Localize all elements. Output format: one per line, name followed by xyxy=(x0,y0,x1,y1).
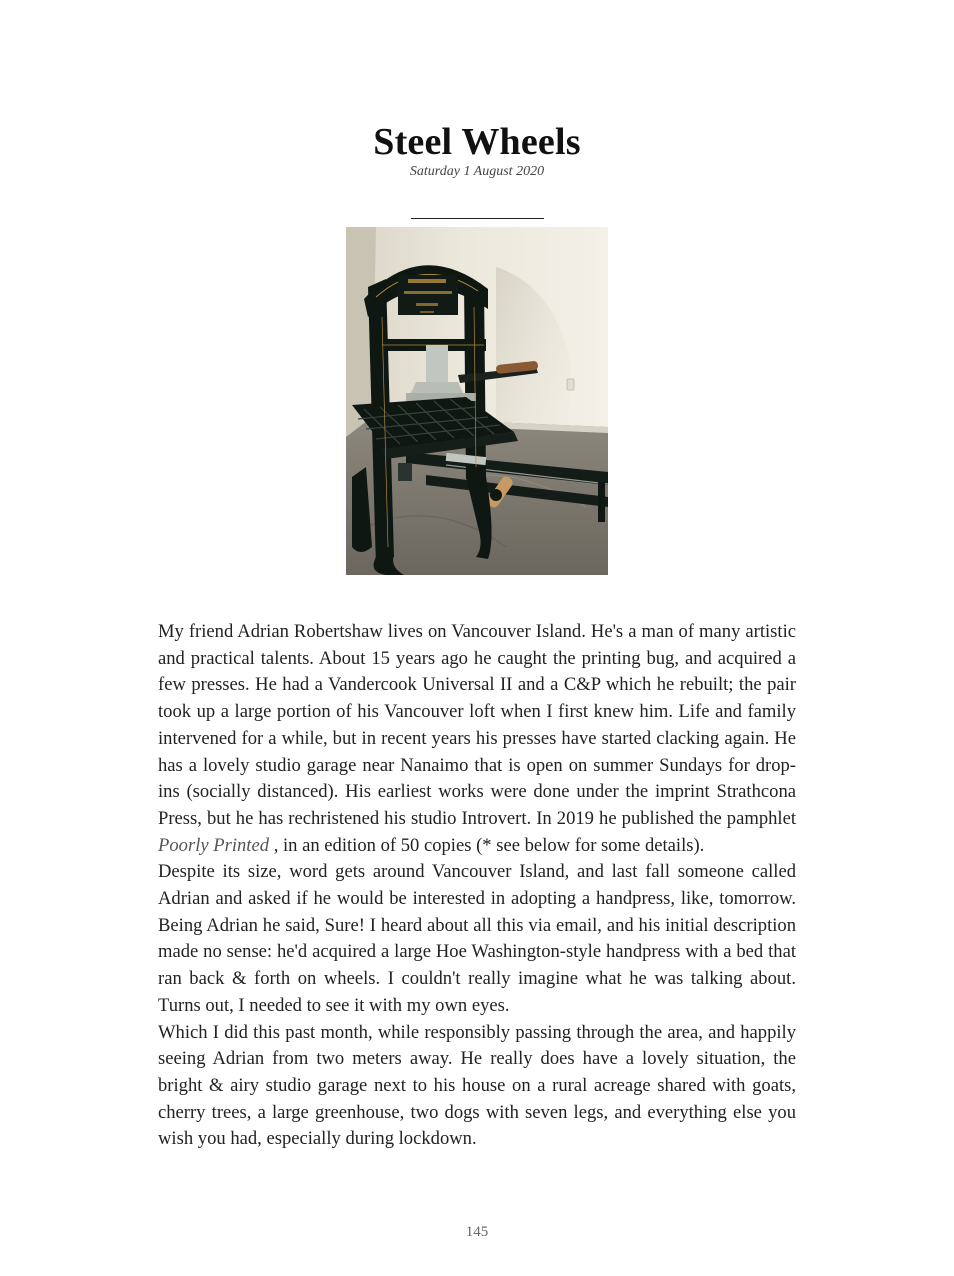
paragraph-2: Despite its size, word gets around Vancouver Island, and last fall someone called Adrian and asked if he would be interested in adopting a handpress, like, tomorrow. Being Adrian he said, Sure! I heard about all this via email, and his initial description made no sense: he'd acquired a large Hoe Washington-style handpress with a bed that ran back & forth on wheels. I couldn't really imagine what he was talking about. Turns out, I needed to see it with my own eyes. xyxy=(158,861,796,1016)
page-number: 145 xyxy=(465,1224,489,1240)
handpress-photo xyxy=(346,227,608,575)
title-divider xyxy=(411,218,544,219)
paragraph-3: Which I did this past month, while responsibly passing through the area, and happily seeing Adrian from two meters away. He really does have a lovely situation, the bright & airy studio garage next to his house on a rural acreage shared with goats, cherry trees, a large greenhouse, two dogs with seven legs, and everything else you wish you had, especially during lockdown. xyxy=(158,1021,796,1150)
article-title: Steel Wheels xyxy=(373,121,581,163)
paragraph-1: My friend Adrian Robertshaw lives on Vancouver Island. He's a man of many artistic and practical talents. About 15 years ago he caught the printing bug, and acquired a few presses. He had a Vandercook Universal II and a C&P which he rebuilt; the pair took up a large portion of his Vancouver loft when I first knew him. Life and family intervened for a while, but in recent years his presses have started clacking again. He has a lovely studio garage near Nanaimo that is open on summer Sundays for drop-ins (socially distanced). His earliest works were done under the imprint Strathcona Press, but he has rechristened his studio Introvert. In 2019 he published the pamphlet Poorly Printed , in an edition of 50 copies (* see below for some details). xyxy=(158,621,796,856)
pamphlet-title: Poorly Printed xyxy=(158,834,270,856)
article-date: Saturday 1 August 2020 xyxy=(409,164,545,179)
article-body xyxy=(158,619,796,1153)
